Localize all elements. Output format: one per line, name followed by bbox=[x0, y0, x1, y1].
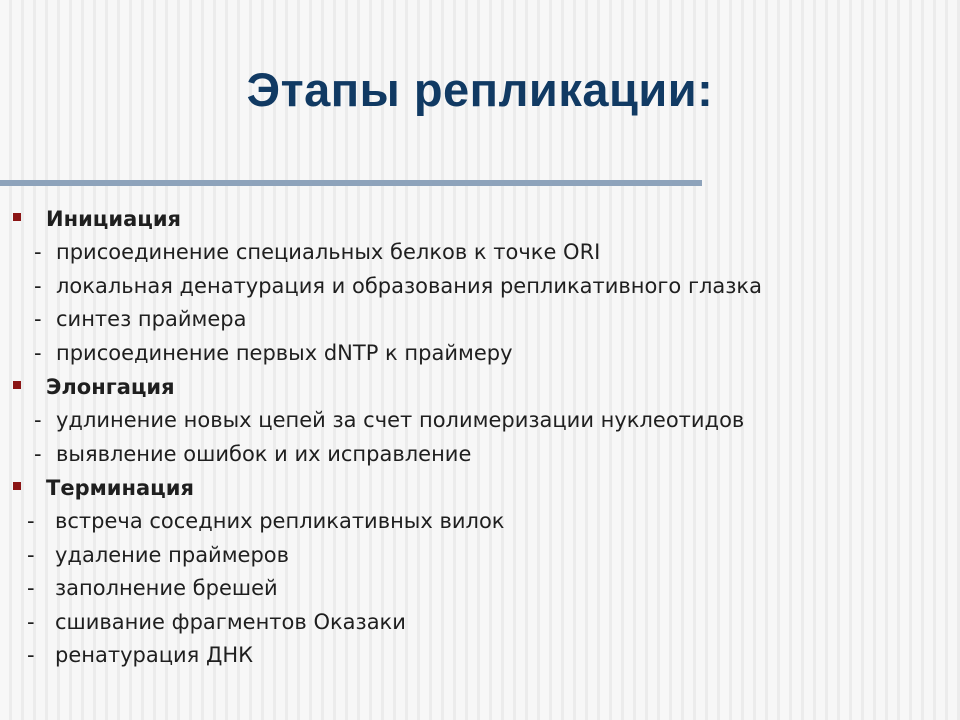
section-termination bbox=[0, 471, 960, 673]
list-item bbox=[0, 639, 960, 673]
list-item bbox=[0, 606, 960, 640]
dash-marker: - bbox=[34, 240, 42, 264]
dash-marker: - bbox=[34, 273, 42, 298]
list-item bbox=[0, 404, 960, 438]
slide-title: Этапы репликации: bbox=[246, 63, 714, 116]
slide-content bbox=[0, 202, 960, 673]
section-heading bbox=[0, 471, 960, 505]
item-text: выявление ошибок и их исправление bbox=[56, 441, 472, 466]
square-bullet-icon bbox=[13, 381, 21, 389]
list-item bbox=[0, 539, 960, 573]
list-item bbox=[0, 236, 960, 270]
list-item bbox=[0, 438, 960, 472]
square-bullet-icon bbox=[13, 213, 21, 221]
heading-text: Инициация bbox=[46, 207, 182, 231]
dash-marker: - bbox=[27, 509, 35, 533]
list-item bbox=[0, 505, 960, 539]
item-text: удлинение новых цепей за счет полимеризации нуклеотидов bbox=[56, 408, 745, 432]
title-divider bbox=[0, 180, 702, 186]
dash-marker: - bbox=[27, 576, 35, 600]
section-elongation bbox=[0, 370, 960, 471]
item-text: сшивание фрагментов Оказаки bbox=[55, 609, 406, 634]
item-text: синтез праймера bbox=[56, 307, 247, 331]
dash-marker: - bbox=[34, 340, 42, 365]
dash-marker: - bbox=[27, 609, 35, 634]
heading-text: Терминация bbox=[46, 476, 194, 500]
section-initiation bbox=[0, 202, 960, 370]
square-bullet-icon bbox=[13, 482, 21, 490]
item-text: присоединение специальных белков к точке ORI bbox=[56, 240, 601, 264]
list-item bbox=[0, 572, 960, 606]
dash-marker: - bbox=[27, 542, 35, 567]
dash-marker: - bbox=[27, 643, 35, 667]
item-text: локальная денатурация и образования репликативного глазка bbox=[56, 273, 762, 298]
section-heading bbox=[0, 370, 960, 404]
dash-marker: - bbox=[34, 408, 42, 432]
section-heading bbox=[0, 202, 960, 236]
list-item bbox=[0, 337, 960, 371]
list-item bbox=[0, 270, 960, 304]
list-item bbox=[0, 303, 960, 337]
dash-marker: - bbox=[34, 307, 42, 331]
dash-marker: - bbox=[34, 441, 42, 466]
heading-text: Элонгация bbox=[46, 375, 175, 399]
item-text: ренатурация ДНК bbox=[55, 643, 254, 667]
item-text: присоединение первых dNTP к праймеру bbox=[56, 340, 513, 365]
item-text: встреча соседних репликативных вилок bbox=[55, 509, 505, 533]
item-text: заполнение брешей bbox=[55, 576, 278, 600]
item-text: удаление праймеров bbox=[55, 542, 290, 567]
